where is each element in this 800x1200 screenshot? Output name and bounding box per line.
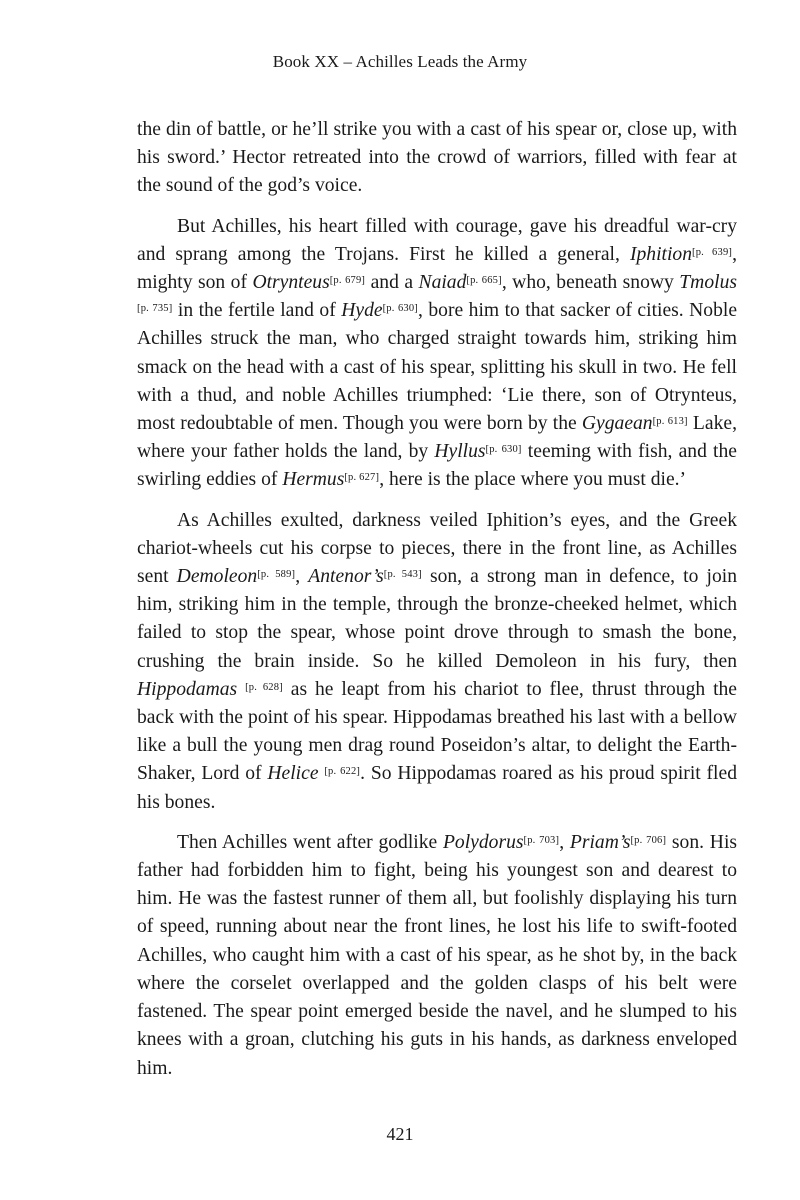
page-reference: [p. 613] <box>652 416 688 428</box>
running-header: Book XX – Achilles Leads the Army <box>272 52 528 71</box>
page-reference: [p. 735] <box>137 303 173 315</box>
text-run: and a <box>365 272 419 294</box>
paragraph <box>137 829 737 1083</box>
text-run: in the fertile land of <box>172 300 342 322</box>
text-run: , who, beneath snowy <box>501 272 680 294</box>
italic-name: Gygaean <box>581 413 653 435</box>
italic-name: Antenor’s <box>308 566 384 588</box>
paragraph <box>137 213 737 495</box>
italic-name: Polydorus <box>442 831 524 853</box>
text-run: , <box>295 566 309 588</box>
text-run: Then Achilles went after godlike <box>177 831 443 853</box>
paragraph <box>137 116 737 201</box>
text-run: , bore him to that sacker of cities. Noble Achilles struck the man, who charged straight towards him, striking him smack on the head with a cast of his spear, splitting his skull in two. He fell with a thud, and noble Achilles triumphed: ‘Lie there, son of Otrynteus, most redoubtable of men. Though you were born by the <box>137 300 738 435</box>
body-text <box>137 116 737 1095</box>
text-run: As Achilles exulted, darkness veiled Iphition’s eyes, and the Greek chariot-wheels cut his corpse to pieces, there in the front line, as Achilles sent <box>137 509 737 588</box>
text-run <box>237 679 245 700</box>
text-run: But Achilles, his heart filled with courage, gave his dreadful war-cry and sprang among the Trojans. First he killed a general, <box>137 215 737 265</box>
text-run: , here is the place where you must die.’ <box>379 469 687 491</box>
italic-name: Hermus <box>282 469 345 491</box>
page-reference: [p. 630] <box>485 444 522 456</box>
italic-name: Demoleon <box>176 566 258 588</box>
italic-name: Otrynteus <box>252 272 330 294</box>
paragraph <box>137 507 737 817</box>
text-run: , <box>559 831 570 853</box>
text-run: son, a strong man in defence, to join him, striking him in the temple, through the bronze-cheeked helmet, which failed to stop the spear, whose point drove through to smash the bone, crushing the brain inside. So he killed Demoleon in his fury, then <box>137 566 738 672</box>
italic-name: Hyde <box>341 300 383 322</box>
text-run: as he leapt from his chariot to flee, thrust through the back with the point of his spear. Hippodamas breathed his last with a bellow like a bull the young men drag round Poseidon’s altar, to delight the Earth-Shaker, Lord of <box>137 678 738 785</box>
text-run: . So Hippodamas roared as his proud spirit fled his bones. <box>137 763 737 813</box>
page-reference: [p. 622] <box>324 766 361 778</box>
page-reference: [p. 703] <box>523 834 560 846</box>
text-run: son. His father had forbidden him to fight, being his youngest son and dearest to him. He was the fastest runner of them all, but foolishly displaying his turn of speed, running about near the front lines, he lost his life to swift-footed Achilles, who caught him with a cast of his spear, as he shot by, in the back where the corselet overlapped and the golden clasps of his belt were fastened. The spear point emerged beside the navel, and he slumped to his knees with a groan, clutching his guts in his hands, as darkness enveloped him. <box>137 831 738 1079</box>
page-reference: [p. 628] <box>245 681 283 693</box>
page-reference: [p. 679] <box>329 275 366 287</box>
text-run: the din of battle, or he’ll strike you with a cast of his spear or, close up, with his sword.’ Hector retreated into the crowd of warriors, filled with fear at the sound of the god’s voice. <box>137 119 737 197</box>
italic-name: Helice <box>267 763 319 785</box>
text-run: teeming with fish, and the swirling eddies of <box>137 441 737 491</box>
page-reference: [p. 627] <box>344 472 380 484</box>
page-reference: [p. 630] <box>382 303 418 315</box>
page-reference: [p. 589] <box>257 569 296 581</box>
italic-name: Tmolus <box>679 272 737 294</box>
italic-name: Iphition <box>629 243 693 265</box>
page-number: 421 <box>386 1124 414 1144</box>
italic-name: Naiad <box>418 272 467 294</box>
page-reference: [p. 665] <box>466 275 502 287</box>
text-run: , mighty son of <box>137 243 737 294</box>
italic-name: Hyllus <box>434 441 486 463</box>
text-run: Lake, where your father holds the land, by <box>137 413 737 463</box>
italic-name: Hippodamas <box>137 678 238 700</box>
page-reference: [p. 706] <box>630 834 667 846</box>
italic-name: Priam’s <box>569 831 631 853</box>
page-reference: [p. 639] <box>692 246 733 258</box>
page-reference: [p. 543] <box>383 569 422 581</box>
